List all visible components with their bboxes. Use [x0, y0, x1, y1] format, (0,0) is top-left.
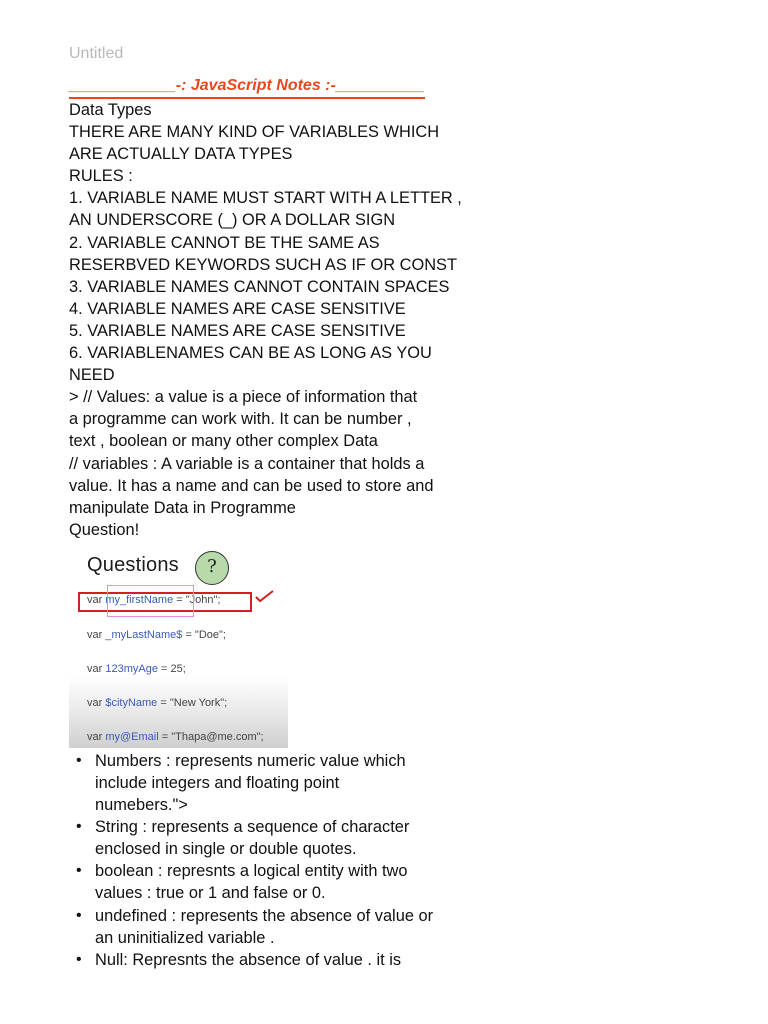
note-line: 2. VARIABLE CANNOT BE THE SAME AS	[69, 233, 380, 252]
assignment: = "Doe";	[182, 628, 226, 641]
list-item-line: • undefined : represents the absence of value or	[95, 906, 434, 925]
questions-image-title: Questions	[87, 553, 179, 576]
note-line: Data Types	[69, 101, 152, 119]
variable-name: my_firstName	[105, 593, 174, 606]
questions-image	[69, 547, 288, 748]
note-line: 6. VARIABLENAMES CAN BE AS LONG AS YOU	[69, 344, 432, 363]
list-item	[95, 949, 489, 971]
data-types-list	[69, 750, 489, 971]
list-item	[95, 905, 489, 949]
variable-name: my@Email	[105, 730, 159, 743]
list-item	[95, 816, 489, 860]
notes-body	[69, 99, 489, 541]
assignment: = 25;	[157, 662, 186, 675]
list-item	[95, 860, 489, 904]
variable-name: $cityName	[105, 696, 158, 709]
note-line: value. It has a name and can be used to store and	[69, 476, 434, 495]
keyword: var	[87, 628, 106, 641]
assignment: = "Thapa@me.com";	[158, 730, 264, 743]
code-line	[87, 697, 227, 709]
note-line: > // Values: a value is a piece of information that	[69, 388, 418, 407]
list-item-line: include integers and floating point	[95, 773, 340, 792]
code-line	[87, 731, 264, 743]
code-line	[87, 663, 186, 675]
note-line: AN UNDERSCORE (_) OR A DOLLAR SIGN	[69, 211, 396, 230]
note-line: 1. VARIABLE NAME MUST START WITH A LETTER ,	[69, 189, 462, 208]
note-line: a programme can work with. It can be number ,	[69, 410, 412, 429]
variable-name-box	[107, 585, 194, 617]
variable-name: 123myAge	[105, 662, 158, 675]
keyword: var	[87, 730, 106, 743]
code-line	[87, 629, 226, 641]
assignment: = "New York";	[157, 696, 228, 709]
assignment: = "John";	[173, 593, 221, 606]
list-item-line: • Null: Represnts the absence of value . it is	[95, 950, 402, 969]
note-line: Question!	[69, 520, 140, 539]
note-line: 4. VARIABLE NAMES ARE CASE SENSITIVE	[69, 299, 406, 318]
keyword: var	[87, 662, 106, 675]
list-item-line: values : true or 1 and false or 0.	[95, 884, 326, 903]
list-item-line: • boolean : represnts a logical entity with two	[95, 862, 408, 881]
list-item-line: enclosed in single or double quotes.	[95, 840, 357, 859]
note-line: ARE ACTUALLY DATA TYPES	[69, 145, 293, 164]
document-title: Untitled	[69, 45, 124, 62]
note-line: NEED	[69, 366, 115, 385]
list-item-line: • Numbers : represents numeric value which	[95, 751, 406, 770]
note-line: text , boolean or many other complex Data	[69, 432, 378, 451]
question-mark-icon: ?	[195, 551, 229, 585]
checkmark-icon	[255, 589, 275, 603]
note-line: // variables : A variable is a container that holds a	[69, 454, 425, 473]
variable-name: _myLastName$	[105, 628, 183, 641]
notes-heading: ____________-: JavaScript Notes :-__________	[69, 75, 425, 99]
note-line: manipulate Data in Programme	[69, 498, 296, 517]
note-line: 5. VARIABLE NAMES ARE CASE SENSITIVE	[69, 321, 406, 340]
keyword: var	[87, 696, 106, 709]
list-item-line: numebers.">	[95, 796, 188, 815]
list-item	[95, 750, 489, 816]
note-line: 3. VARIABLE NAMES CANNOT CONTAIN SPACES	[69, 277, 450, 296]
list-item-line: • String : represents a sequence of character	[95, 818, 410, 837]
note-line: RESERBVED KEYWORDS SUCH AS IF OR CONST	[69, 255, 457, 274]
note-line: THERE ARE MANY KIND OF VARIABLES WHICH	[69, 123, 440, 142]
keyword: var	[87, 593, 106, 606]
note-line: RULES :	[69, 167, 133, 186]
document-page	[69, 42, 489, 971]
list-item-line: an uninitialized variable .	[95, 928, 275, 947]
